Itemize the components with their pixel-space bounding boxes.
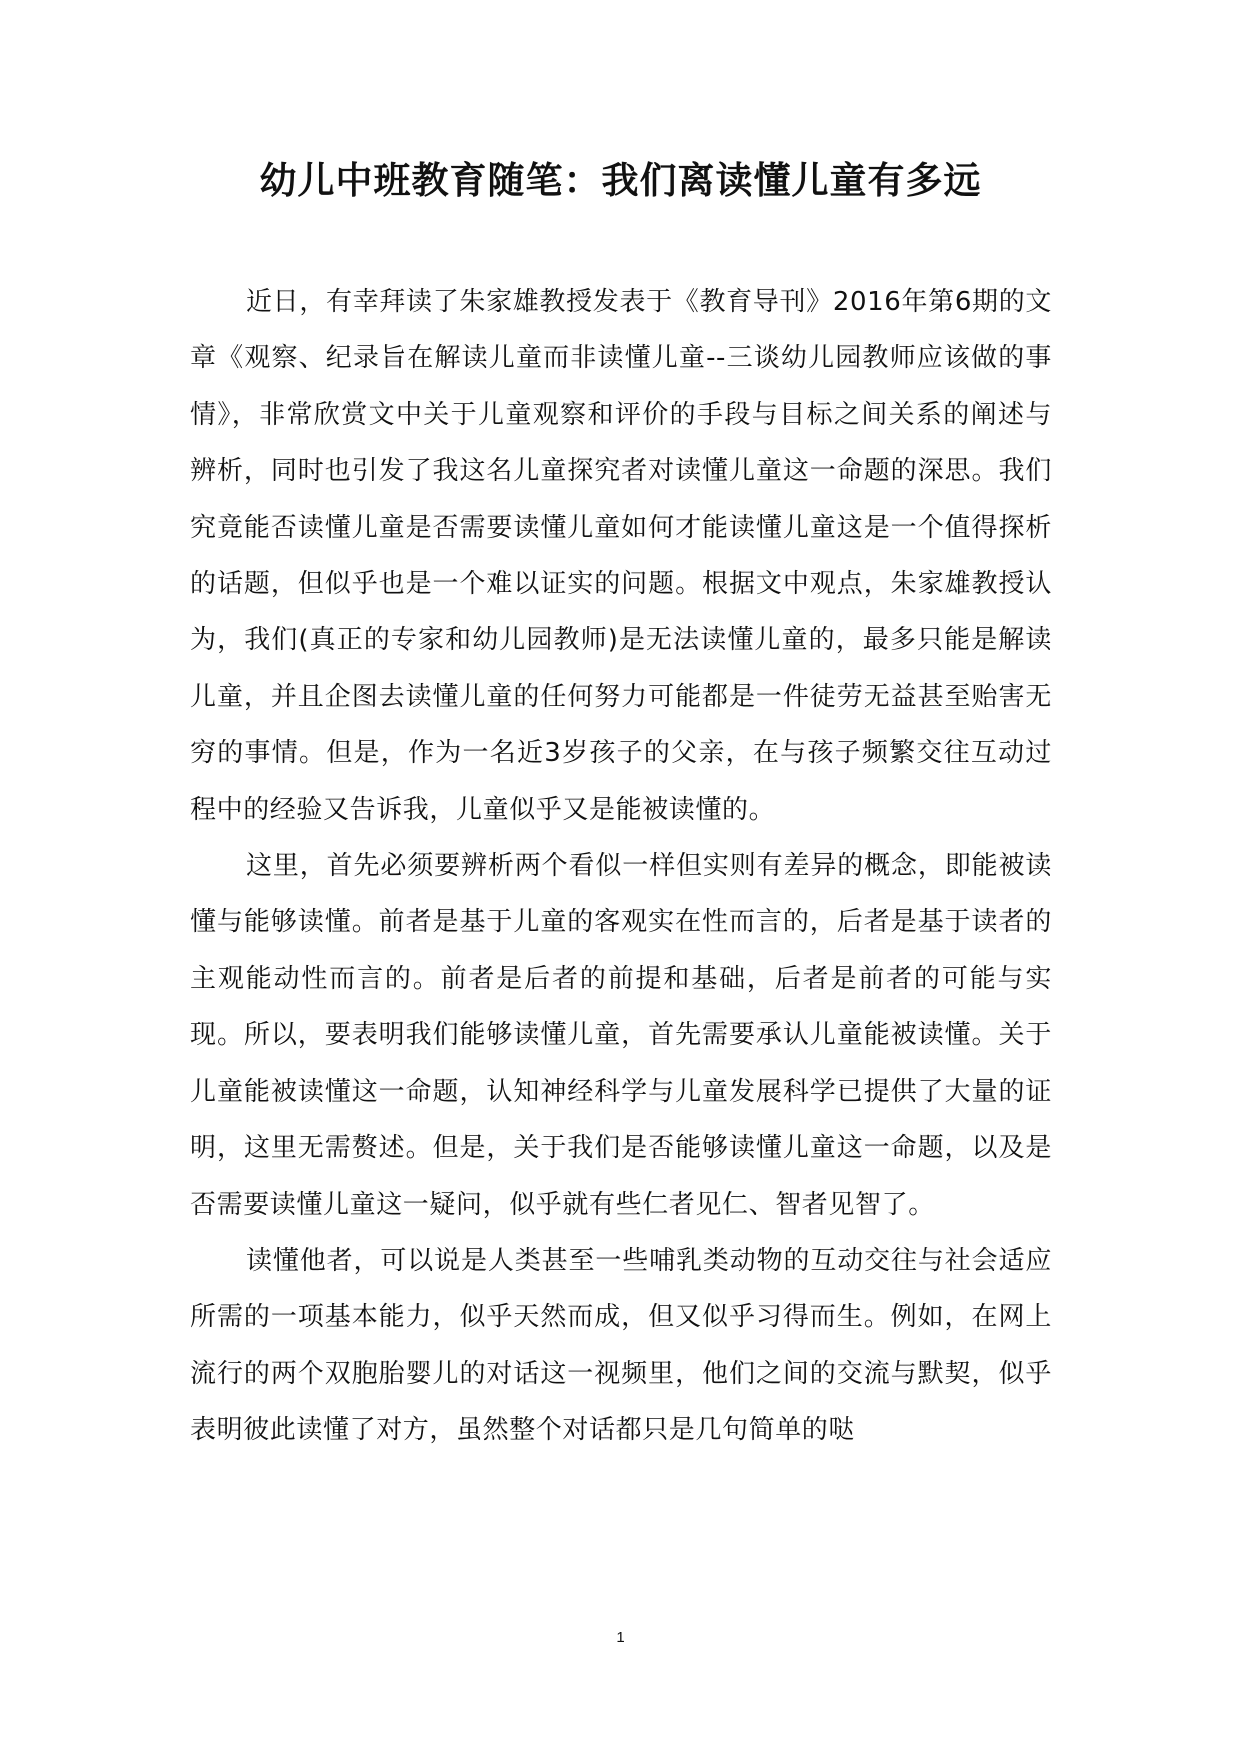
paragraph-3: 读懂他者，可以说是人类甚至一些哺乳类动物的互动交往与社会适应所需的一项基本能力，似乎天然而成，但又似乎习得而生。例如，在网上流行的两个双胞胎婴儿的对话这一视频里，他们之间的交流与默契，似乎表明彼此读懂了对方，虽然整个对话都只是几句简单的哒 — [190, 1245, 1052, 1446]
paragraph-2: 这里，首先必须要辨析两个看似一样但实则有差异的概念，即能被读懂与能够读懂。前者是基于儿童的客观实在性而言的，后者是基于读者的主观能动性而言的。前者是后者的前提和基础，后者是前者的可能与实现。所以，要表明我们能够读懂儿童，首先需要承认儿童能被读懂。关于儿童能被读懂这一命题，认知神经科学与儿童发展科学已提供了大量的证明，这里无需赘述。但是，关于我们是否能够读懂儿童这一命题，以及是否需要读懂儿童这一疑问，似乎就有些仁者见仁、智者见智了。 — [190, 851, 1052, 1220]
paragraph-1: 近日，有幸拜读了朱家雄教授发表于《教育导刊》2016年第6期的文章《观察、纪录旨在解读儿童而非读懂儿童--三谈幼儿园教师应该做的事情》，非常欣赏文中关于儿童观察和评价的手段与目标之间关系的阐述与辨析，同时也引发了我这名儿童探究者对读懂儿童这一命题的深思。我们究竟能否读懂儿童是否需要读懂儿童如何才能读懂儿童这是一个值得探析的话题，但似乎也是一个难以证实的问题。根据文中观点，朱家雄教授认为，我们(真正的专家和幼儿园教师)是无法读懂儿童的，最多只能是解读儿童，并且企图去读懂儿童的任何努力可能都是一件徒劳无益甚至贻害无穷的事情。但是，作为一名近3岁孩子的父亲，在与孩子频繁交往互动过程中的经验又告诉我，儿童似乎又是能被读懂的。 — [190, 287, 1052, 825]
document-body — [190, 274, 1052, 1459]
page-number: 1 — [616, 1629, 625, 1646]
document-title: 幼儿中班教育随笔：我们离读懂儿童有多远 — [259, 158, 982, 202]
